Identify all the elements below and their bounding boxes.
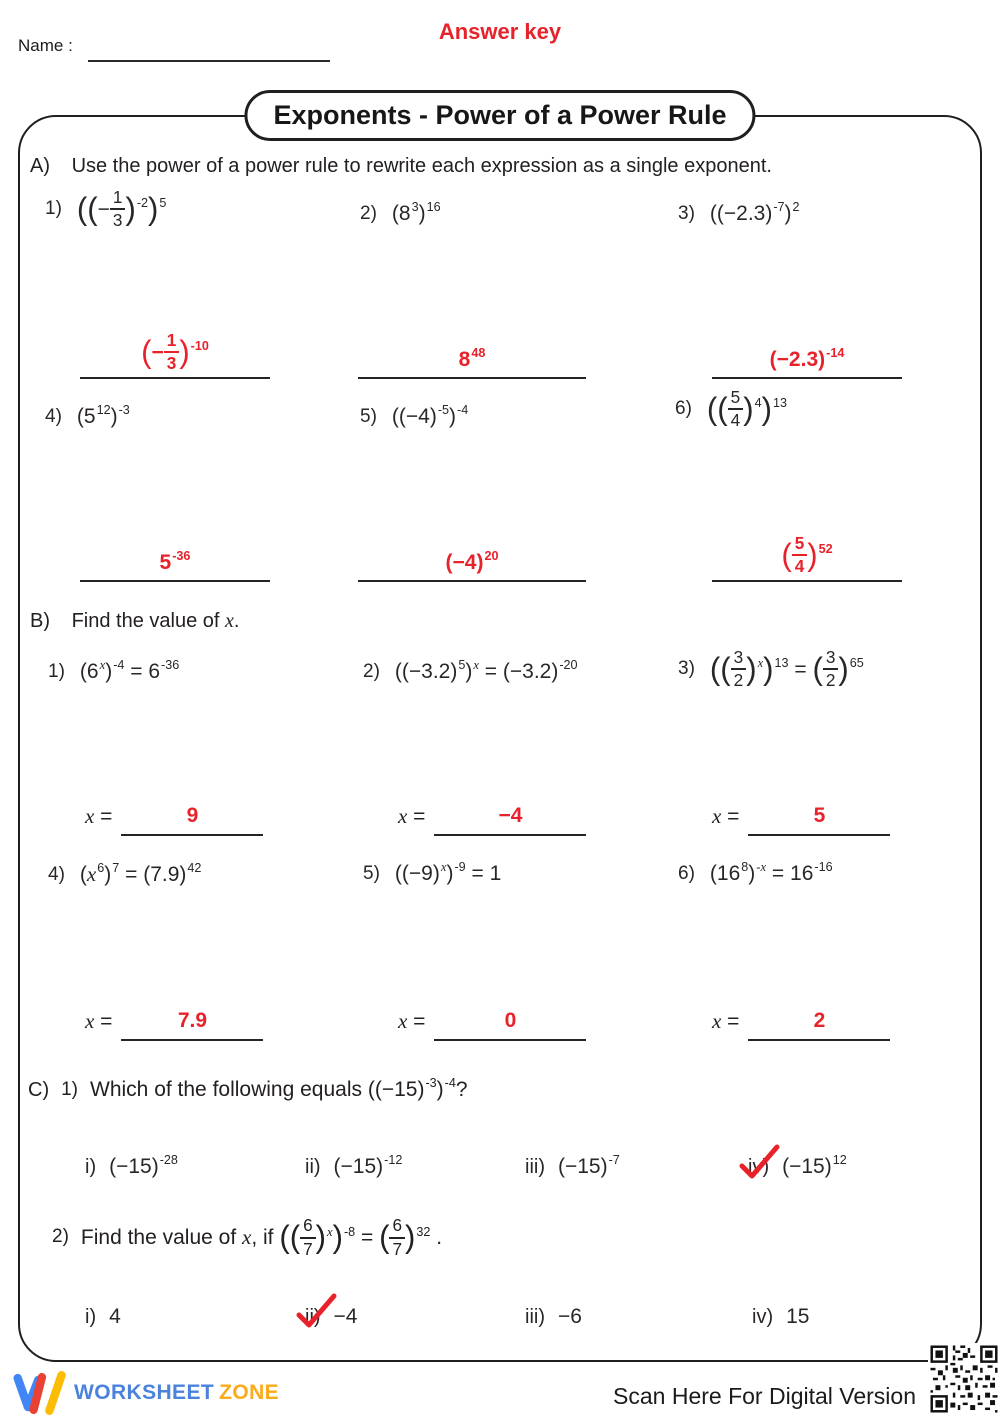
question-b4-expression: $(x^6)^7 = (7.9)^{42}$ [79,861,202,886]
option-c1-i-expression: $(-15)^{-28}$ [109,1153,178,1178]
question-b3 [678,648,864,689]
question-a5-expression: $((-4)^{-5})^{-4}$ [391,403,469,428]
qr-code [928,1343,1000,1415]
answer-blank-b4[interactable] [121,995,263,1041]
checkmark-icon [735,1143,783,1181]
option-c1-iv-label: iv) [748,1155,770,1178]
answer-row-b3 [712,790,890,836]
section-b-heading [30,610,239,633]
option-c1-iii-label: iii) [525,1155,545,1178]
question-c2-number: 2) [52,1226,69,1247]
option-c1-ii[interactable] [305,1155,402,1179]
answer-b6: 2 [813,1009,826,1032]
question-b5 [363,862,501,886]
question-b4-number: 4) [48,863,65,885]
x-equals-label: x = [85,1009,113,1033]
answer-a3: $(-2.3)^{-14}$ [769,346,845,371]
option-c2-ii-value: −4 [333,1305,358,1328]
question-b6-number: 6) [678,863,695,884]
option-c2-iii[interactable] [525,1305,582,1329]
answer-b1: 9 [186,804,199,827]
x-equals-label: x = [712,804,740,828]
option-c1-iii[interactable] [525,1155,620,1179]
x-equals-label: x = [712,1009,740,1033]
answer-blank-a6[interactable] [712,505,902,582]
answer-blank-b5[interactable] [434,995,586,1041]
answer-blank-b2[interactable] [434,790,586,836]
question-a2-number: 2) [360,203,377,224]
answer-row-b2 [398,790,586,836]
question-b5-expression: $((-9)^x)^{-9} = 1$ [394,860,502,885]
question-a2 [360,202,441,226]
brand-zone: ZONE [219,1381,280,1404]
option-c2-iv-value: 15 [786,1305,810,1328]
answer-a5: $(-4)^{20}$ [445,549,499,574]
scan-here-text: Scan Here For Digital Version [613,1383,916,1409]
question-b1-expression: $(6^x)^{-4} = 6^{-36}$ [79,658,180,683]
question-b1-number: 1) [48,661,65,682]
answer-row-b4 [85,995,263,1041]
answer-blank-a1[interactable] [80,300,270,379]
section-a-letter: A) [30,155,50,177]
section-a-instruction: Use the power of a power rule to rewrite each expression as a single exponent. [71,155,772,177]
section-c-letter: C) [28,1078,50,1101]
question-b6-expression: $(16^8)^{-x} = 16^{-16}$ [709,860,833,885]
question-c2-text: Find the value of x, if (( $\frac{6}{7}$ )$^x$)$^{-8}$ = ( $\frac{6}{7}$ )$^{32}$ . [80,1215,443,1259]
answer-blank-b6[interactable] [748,995,890,1041]
answer-blank-b3[interactable] [748,790,890,836]
question-b2-expression: $((-3.2)^5)^x = (-3.2)^{-20}$ [394,658,578,683]
question-a6-expression: (( $\frac{5}{4}$ )$^4$)$^{13}$ [706,387,787,431]
answer-blank-a3[interactable] [712,318,902,379]
section-c-q1-prompt [28,1078,468,1102]
question-a1-number: 1) [45,197,62,219]
section-b-instruction: Find the value of x. [71,610,240,632]
question-a4-expression: $(5^{12})^{-3}$ [76,403,130,428]
question-c1-text: Which of the following equals $((-15)^{-3})^{-4}$? [90,1076,468,1101]
brand-name [74,1381,279,1405]
answer-row-b6 [712,995,890,1041]
option-c1-ii-expression: $(-15)^{-12}$ [333,1153,403,1178]
option-c2-iii-value: −6 [558,1305,582,1328]
question-a2-expression: $(8^3)^{16}$ [391,200,441,225]
answer-a2: $8^{48}$ [458,346,486,371]
question-b2 [363,660,578,684]
question-a3-number: 3) [678,203,695,224]
option-c2-ii-label: ii) [305,1305,321,1328]
question-b3-number: 3) [678,657,695,679]
question-a5 [360,405,468,429]
answer-blank-a4[interactable] [80,528,270,582]
option-c1-i-label: i) [85,1155,97,1178]
question-b5-number: 5) [363,863,380,884]
answer-blank-a5[interactable] [358,528,586,582]
option-c2-iv[interactable] [752,1305,809,1329]
option-c2-i-value: 4 [109,1305,121,1328]
answer-row-b5 [398,995,586,1041]
section-c-q2-prompt [52,1205,442,1269]
answer-b4: 7.9 [177,1009,208,1032]
question-a1-expression: ((− $\frac{1}{3}$ )$^{-2}$)$^5$ [76,187,167,231]
option-c2-iv-label: iv) [752,1305,774,1328]
section-a-heading [30,155,772,178]
option-c1-iii-expression: $(-15)^{-7}$ [558,1153,620,1178]
option-c2-i-label: i) [85,1305,97,1328]
section-b-letter: B) [30,610,50,632]
option-c2-i[interactable] [85,1305,121,1329]
worksheetzone-logo-icon [13,1371,69,1415]
answer-b3: 5 [813,804,826,827]
brand-worksheet: WORKSHEET [74,1381,215,1404]
answer-row-b1 [85,790,263,836]
question-b1 [48,660,179,684]
answer-a1: (− $\frac{1}{3}$ )$^{-10}$ [141,329,209,373]
question-b4 [48,862,201,887]
question-a6 [675,388,787,429]
question-a5-number: 5) [360,406,377,427]
question-b6 [678,862,833,886]
question-b3-expression: (( $\frac{3}{2}$ )$^x$)$^{13}$ = ( $\frac{3}{2}$ )$^{65}$ [709,647,864,691]
x-equals-label: x = [398,1009,426,1033]
option-c1-i[interactable] [85,1155,178,1179]
answer-a4: $5^{-36}$ [159,549,191,574]
answer-key-label: Answer key [438,19,562,44]
page-title: Exponents - Power of a Power Rule [244,90,755,141]
name-label: Name : [18,36,73,55]
answer-a6: ( $\frac{5}{4}$ )$^{52}$ [781,532,833,576]
option-c1-ii-label: ii) [305,1155,321,1178]
question-a4 [45,405,130,429]
question-a3-expression: $((-2.3)^{-7})^2$ [709,200,800,225]
question-c1-number: 1) [61,1079,79,1100]
option-c1-iv-expression: $(-15)^{12}$ [782,1153,847,1178]
question-a6-number: 6) [675,397,692,419]
answer-b5: 0 [504,1009,517,1032]
question-a4-number: 4) [45,406,62,427]
question-a3 [678,202,800,226]
answer-blank-b1[interactable] [121,790,263,836]
question-b2-number: 2) [363,661,380,682]
answer-blank-a2[interactable] [358,318,586,379]
option-c2-iii-label: iii) [525,1305,545,1328]
checkmark-icon [292,1292,340,1330]
answer-b2: −4 [498,804,523,827]
question-a1 [45,188,166,229]
x-equals-label: x = [85,804,113,828]
x-equals-label: x = [398,804,426,828]
